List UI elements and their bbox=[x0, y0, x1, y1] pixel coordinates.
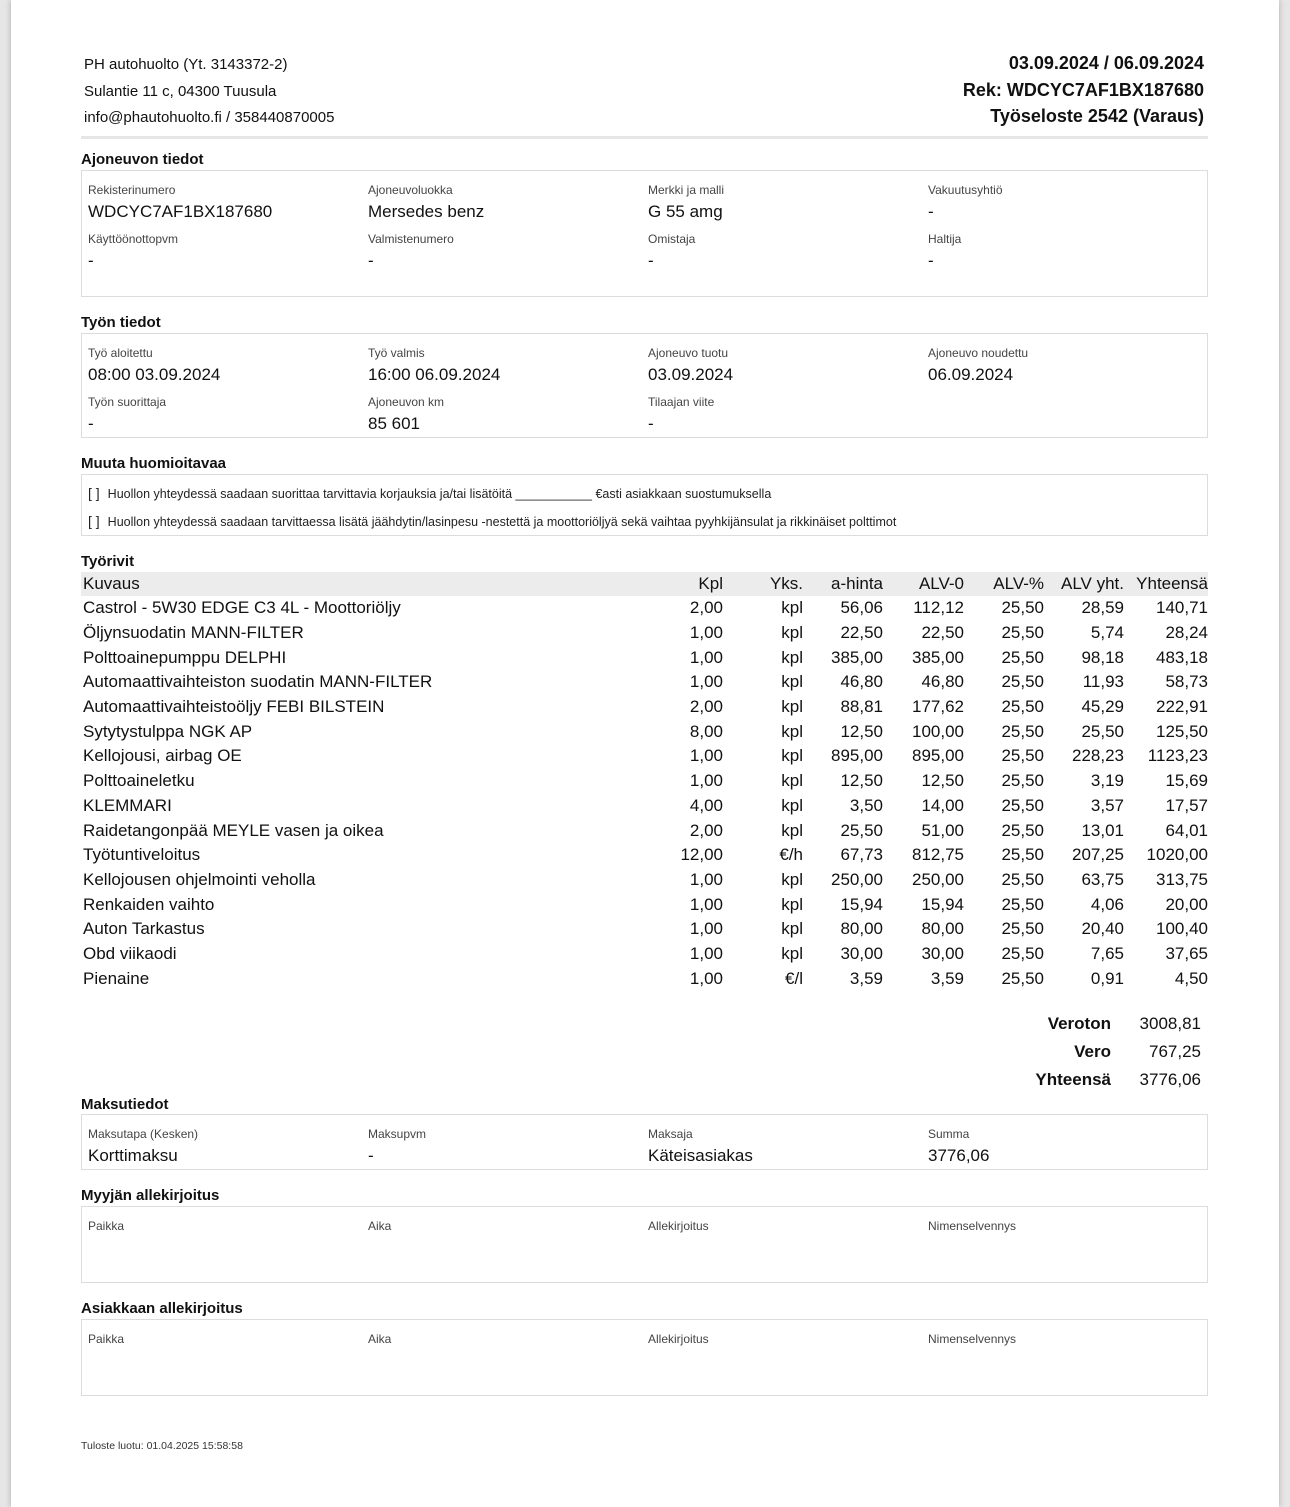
table-cell: kpl bbox=[781, 672, 803, 692]
table-cell: 22,50 bbox=[840, 623, 883, 643]
payment-field: Summa 3776,06 bbox=[928, 1127, 990, 1165]
table-cell: 30,00 bbox=[840, 943, 883, 963]
vehicle-field: Omistaja - bbox=[648, 232, 696, 270]
table-cell: 28,24 bbox=[1165, 623, 1208, 643]
note-checkbox-item[interactable] bbox=[88, 513, 896, 529]
table-row bbox=[81, 645, 1208, 670]
column-header: Kuvaus bbox=[81, 572, 651, 596]
table-cell: 25,50 bbox=[1081, 721, 1124, 741]
note-text: Huollon yhteydessä saadaan tarvittaessa lisätä jäähdytin/lasinpesu -nestettä ja moottoriöljyä sekä vaihtaa pyyhkijänsulat ja rikkinäiset polttimot bbox=[107, 515, 897, 529]
table-cell: 17,57 bbox=[1165, 795, 1208, 815]
company-address: Sulantie 11 c, 04300 Tuusula bbox=[84, 82, 277, 100]
table-cell: 228,23 bbox=[1072, 746, 1124, 766]
table-header bbox=[81, 572, 1208, 596]
table-cell: 25,50 bbox=[1001, 598, 1044, 618]
signature-label: Paikka bbox=[88, 1219, 125, 1233]
signature-label: Allekirjoitus bbox=[648, 1332, 709, 1346]
table-cell: KLEMMARI bbox=[83, 795, 172, 815]
table-cell: kpl bbox=[781, 869, 803, 889]
table-cell: 1,00 bbox=[689, 919, 723, 939]
document-header bbox=[963, 50, 1204, 130]
column-header: ALV yht. bbox=[1044, 572, 1124, 596]
table-cell: 1020,00 bbox=[1146, 845, 1208, 865]
table-cell: 80,00 bbox=[921, 919, 964, 939]
table-cell: kpl bbox=[781, 820, 803, 840]
work-field: Työ aloitettu 08:00 03.09.2024 bbox=[88, 346, 221, 384]
vehicle-field: Merkki ja malli G 55 amg bbox=[648, 183, 725, 221]
table-cell: 100,00 bbox=[912, 721, 964, 741]
table-cell: 250,00 bbox=[831, 869, 883, 889]
table-cell: 207,25 bbox=[1072, 845, 1124, 865]
table-cell: 25,50 bbox=[1001, 771, 1044, 791]
work-field: Tilaajan viite - bbox=[648, 395, 715, 433]
table-cell: 25,50 bbox=[1001, 845, 1044, 865]
table-cell: 25,50 bbox=[1001, 721, 1044, 741]
table-cell: 1,00 bbox=[689, 672, 723, 692]
registration-number: Rek: WDCYC7AF1BX187680 bbox=[962, 79, 1204, 100]
signature-label: Aika bbox=[368, 1332, 392, 1346]
notes-box bbox=[81, 474, 1208, 536]
table-cell: 15,69 bbox=[1165, 771, 1208, 791]
table-cell: Automaattivaihteiston suodatin MANN-FILTER bbox=[83, 672, 433, 692]
table-cell: 222,91 bbox=[1156, 697, 1208, 717]
vehicle-field: Haltija - bbox=[928, 232, 962, 270]
table-cell: €/l bbox=[785, 968, 803, 988]
vehicle-field: Valmistenumero - bbox=[368, 232, 454, 270]
table-cell: 25,50 bbox=[1001, 968, 1044, 988]
table-row bbox=[81, 917, 1208, 942]
total-row-veroton: Veroton 3008,81 bbox=[1047, 1014, 1201, 1033]
table-row bbox=[81, 621, 1208, 646]
table-cell: 313,75 bbox=[1156, 869, 1208, 889]
table-cell: 25,50 bbox=[1001, 672, 1044, 692]
table-cell: kpl bbox=[781, 795, 803, 815]
table-cell: 25,50 bbox=[1001, 697, 1044, 717]
table-cell: 125,50 bbox=[1156, 721, 1208, 741]
table-cell: 483,18 bbox=[1156, 647, 1208, 667]
table-cell: 3,59 bbox=[849, 968, 883, 988]
table-cell: 63,75 bbox=[1081, 869, 1124, 889]
column-header: a-hinta bbox=[803, 572, 883, 596]
column-header: Yks. bbox=[723, 572, 803, 596]
work-field: Ajoneuvo noudettu 06.09.2024 bbox=[928, 346, 1029, 384]
table-row bbox=[81, 818, 1208, 843]
notes-section-title: Muuta huomioitavaa bbox=[81, 455, 227, 472]
table-cell: 250,00 bbox=[912, 869, 964, 889]
work-field: Työ valmis 16:00 06.09.2024 bbox=[368, 346, 501, 384]
work-info-box bbox=[81, 333, 1208, 438]
table-cell: 100,40 bbox=[1156, 919, 1208, 939]
table-cell: 1,00 bbox=[689, 968, 723, 988]
table-cell: 4,50 bbox=[1174, 968, 1208, 988]
table-cell: 25,50 bbox=[1001, 623, 1044, 643]
table-cell: 2,00 bbox=[689, 598, 723, 618]
table-cell: 15,94 bbox=[840, 894, 883, 914]
table-cell: Kellojousi, airbag OE bbox=[83, 746, 242, 766]
table-cell: 25,50 bbox=[840, 820, 883, 840]
table-cell: kpl bbox=[781, 894, 803, 914]
table-cell: 30,00 bbox=[921, 943, 964, 963]
document-page bbox=[11, 0, 1279, 1507]
total-row-yhteensa: Yhteensä 3776,06 bbox=[1035, 1070, 1201, 1089]
signature-label: Allekirjoitus bbox=[648, 1219, 709, 1233]
table-cell: Polttoainepumppu DELPHI bbox=[83, 647, 287, 667]
table-cell: Polttoaineletku bbox=[83, 771, 195, 791]
table-cell: 895,00 bbox=[831, 746, 883, 766]
table-row bbox=[81, 769, 1208, 794]
table-cell: 2,00 bbox=[689, 820, 723, 840]
note-text: Huollon yhteydessä saadaan suorittaa tarvittavia korjauksia ja/tai lisätöitä ___________ €asti asiakkaan suostumuksella bbox=[107, 487, 772, 501]
signature-label: Aika bbox=[368, 1219, 392, 1233]
table-cell: 4,00 bbox=[689, 795, 723, 815]
table-cell: 385,00 bbox=[912, 647, 964, 667]
checkbox[interactable]: [ ] bbox=[88, 513, 100, 529]
total-row-vero: Vero 767,25 bbox=[1074, 1042, 1201, 1061]
table-row bbox=[81, 744, 1208, 769]
table-cell: 20,40 bbox=[1081, 919, 1124, 939]
table-cell: 1,00 bbox=[689, 746, 723, 766]
table-cell: 14,00 bbox=[921, 795, 964, 815]
company-name: PH autohuolto (Yt. 3143372-2) bbox=[84, 56, 288, 73]
table-cell: 140,71 bbox=[1156, 598, 1208, 618]
vehicle-field: Vakuutusyhtiö - bbox=[928, 183, 1003, 221]
table-cell: 11,93 bbox=[1082, 672, 1124, 692]
table-cell: 13,01 bbox=[1081, 820, 1124, 840]
table-cell: 25,50 bbox=[1001, 869, 1044, 889]
seller-signature-box bbox=[81, 1206, 1208, 1283]
work-section-title: Työn tiedot bbox=[81, 314, 161, 331]
table-cell: 25,50 bbox=[1001, 894, 1044, 914]
note-checkbox-item[interactable] bbox=[88, 485, 771, 501]
table-row bbox=[81, 695, 1208, 720]
table-cell: 37,65 bbox=[1165, 943, 1208, 963]
table-cell: 67,73 bbox=[840, 845, 883, 865]
payment-field: Maksutapa (Kesken) Korttimaksu bbox=[88, 1127, 199, 1165]
table-cell: Obd viikaodi bbox=[83, 943, 177, 963]
vehicle-field: Käyttöönottopvm - bbox=[88, 232, 179, 270]
table-cell: 5,74 bbox=[1090, 623, 1124, 643]
table-cell: 45,29 bbox=[1081, 697, 1124, 717]
table-cell: kpl bbox=[781, 623, 803, 643]
payment-field: Maksupvm - bbox=[368, 1127, 427, 1165]
work-rows-table bbox=[81, 572, 1208, 991]
table-cell: Öljynsuodatin MANN-FILTER bbox=[83, 623, 304, 643]
payment-field: Maksaja Käteisasiakas bbox=[648, 1127, 753, 1165]
table-cell: 1,00 bbox=[689, 647, 723, 667]
table-cell: 88,81 bbox=[840, 697, 883, 717]
table-cell: 25,50 bbox=[1001, 647, 1044, 667]
work-field: Ajoneuvon km 85 601 bbox=[368, 395, 445, 433]
table-cell: 22,50 bbox=[921, 623, 964, 643]
table-cell: 25,50 bbox=[1001, 795, 1044, 815]
table-cell: 1,00 bbox=[689, 771, 723, 791]
table-cell: 4,06 bbox=[1090, 894, 1124, 914]
customer-signature-title: Asiakkaan allekirjoitus bbox=[81, 1300, 243, 1317]
table-row bbox=[81, 942, 1208, 967]
table-cell: Kellojousen ohjelmointi veholla bbox=[83, 869, 316, 889]
table-cell: kpl bbox=[781, 746, 803, 766]
table-cell: Sytytystulppa NGK AP bbox=[83, 721, 253, 741]
table-cell: 3,50 bbox=[849, 795, 883, 815]
vehicle-info-box bbox=[81, 170, 1208, 297]
payment-info-box bbox=[81, 1114, 1208, 1170]
table-cell: 12,00 bbox=[680, 845, 723, 865]
document-dates: 03.09.2024 / 06.09.2024 bbox=[1008, 53, 1204, 73]
table-cell: 46,80 bbox=[840, 672, 883, 692]
table-cell: 1,00 bbox=[689, 869, 723, 889]
table-cell: Raidetangonpää MEYLE vasen ja oikea bbox=[83, 820, 384, 840]
table-cell: Pienaine bbox=[83, 968, 150, 988]
table-cell: 25,50 bbox=[1001, 919, 1044, 939]
table-cell: kpl bbox=[781, 598, 803, 618]
table-cell: 7,65 bbox=[1090, 943, 1124, 963]
table-cell: Työtuntiveloitus bbox=[83, 845, 201, 865]
table-cell: 3,19 bbox=[1090, 771, 1124, 791]
table-cell: Renkaiden vaihto bbox=[83, 894, 215, 914]
table-row bbox=[81, 794, 1208, 819]
table-cell: €/h bbox=[779, 845, 803, 865]
vehicle-field: Ajoneuvoluokka Mersedes benz bbox=[368, 183, 485, 221]
column-header: ALV-% bbox=[964, 572, 1044, 596]
table-cell: kpl bbox=[781, 771, 803, 791]
table-cell: 895,00 bbox=[912, 746, 964, 766]
table-cell: 25,50 bbox=[1001, 746, 1044, 766]
table-cell: 46,80 bbox=[921, 672, 964, 692]
table-row bbox=[81, 670, 1208, 695]
work-field: Ajoneuvo tuotu 03.09.2024 bbox=[648, 346, 734, 384]
vehicle-section-title: Ajoneuvon tiedot bbox=[81, 151, 204, 168]
seller-signature-title: Myyjän allekirjoitus bbox=[81, 1187, 220, 1204]
signature-label: Paikka bbox=[88, 1332, 125, 1346]
table-cell: Castrol - 5W30 EDGE C3 4L - Moottoriöljy bbox=[83, 598, 401, 618]
signature-label: Nimenselvennys bbox=[928, 1219, 1017, 1233]
table-cell: 80,00 bbox=[840, 919, 883, 939]
work-field: Työn suorittaja - bbox=[88, 395, 167, 433]
table-cell: 51,00 bbox=[921, 820, 964, 840]
document-title: Työseloste 2542 (Varaus) bbox=[990, 106, 1204, 126]
table-cell: 98,18 bbox=[1081, 647, 1124, 667]
table-row bbox=[81, 719, 1208, 744]
table-cell: Auton Tarkastus bbox=[83, 919, 205, 939]
column-header: ALV-0 bbox=[883, 572, 964, 596]
table-row bbox=[81, 843, 1208, 868]
table-cell: 25,50 bbox=[1001, 820, 1044, 840]
table-row bbox=[81, 966, 1208, 991]
table-cell: 1123,23 bbox=[1147, 746, 1208, 766]
table-cell: 112,12 bbox=[913, 598, 964, 618]
table-cell: 3,57 bbox=[1090, 795, 1124, 815]
table-cell: kpl bbox=[781, 919, 803, 939]
table-cell: 812,75 bbox=[912, 845, 964, 865]
table-cell: 1,00 bbox=[689, 623, 723, 643]
column-header: Yhteensä bbox=[1124, 572, 1208, 596]
table-cell: kpl bbox=[781, 697, 803, 717]
table-cell: 12,50 bbox=[840, 771, 883, 791]
vehicle-field: Rekisterinumero WDCYC7AF1BX187680 bbox=[88, 183, 273, 221]
table-cell: 177,62 bbox=[912, 697, 964, 717]
company-info bbox=[84, 52, 334, 132]
table-cell: 64,01 bbox=[1165, 820, 1208, 840]
checkbox[interactable]: [ ] bbox=[88, 485, 100, 501]
table-cell: 20,00 bbox=[1165, 894, 1208, 914]
table-cell: 15,94 bbox=[921, 894, 964, 914]
header-divider bbox=[81, 136, 1208, 139]
customer-signature-box bbox=[81, 1319, 1208, 1396]
table-cell: 2,00 bbox=[689, 697, 723, 717]
table-row bbox=[81, 892, 1208, 917]
company-contact: info@phautohuolto.fi / 358440870005 bbox=[84, 109, 335, 126]
table-cell: 28,59 bbox=[1081, 598, 1124, 618]
table-cell: 3,59 bbox=[930, 968, 964, 988]
signature-label: Nimenselvennys bbox=[928, 1332, 1017, 1346]
table-cell: 56,06 bbox=[840, 598, 883, 618]
table-body bbox=[81, 596, 1208, 991]
table-cell: Automaattivaihteistoöljy FEBI BILSTEIN bbox=[83, 697, 385, 717]
totals bbox=[1035, 1010, 1201, 1094]
table-cell: 1,00 bbox=[689, 943, 723, 963]
rows-section-title: Työrivit bbox=[81, 553, 135, 570]
table-row bbox=[81, 596, 1208, 621]
table-row bbox=[81, 868, 1208, 893]
print-timestamp: Tuloste luotu: 01.04.2025 15:58:58 bbox=[81, 1440, 243, 1452]
table-cell: 12,50 bbox=[840, 721, 883, 741]
table-cell: kpl bbox=[781, 721, 803, 741]
payment-section-title: Maksutiedot bbox=[81, 1096, 169, 1113]
table-cell: 25,50 bbox=[1001, 943, 1044, 963]
table-cell: kpl bbox=[781, 647, 803, 667]
table-cell: 12,50 bbox=[921, 771, 964, 791]
table-cell: 385,00 bbox=[831, 647, 883, 667]
column-header: Kpl bbox=[651, 572, 723, 596]
table-cell: 58,73 bbox=[1165, 672, 1208, 692]
table-cell: 0,91 bbox=[1090, 968, 1124, 988]
table-cell: kpl bbox=[781, 943, 803, 963]
table-cell: 1,00 bbox=[689, 894, 723, 914]
table-cell: 8,00 bbox=[689, 721, 723, 741]
